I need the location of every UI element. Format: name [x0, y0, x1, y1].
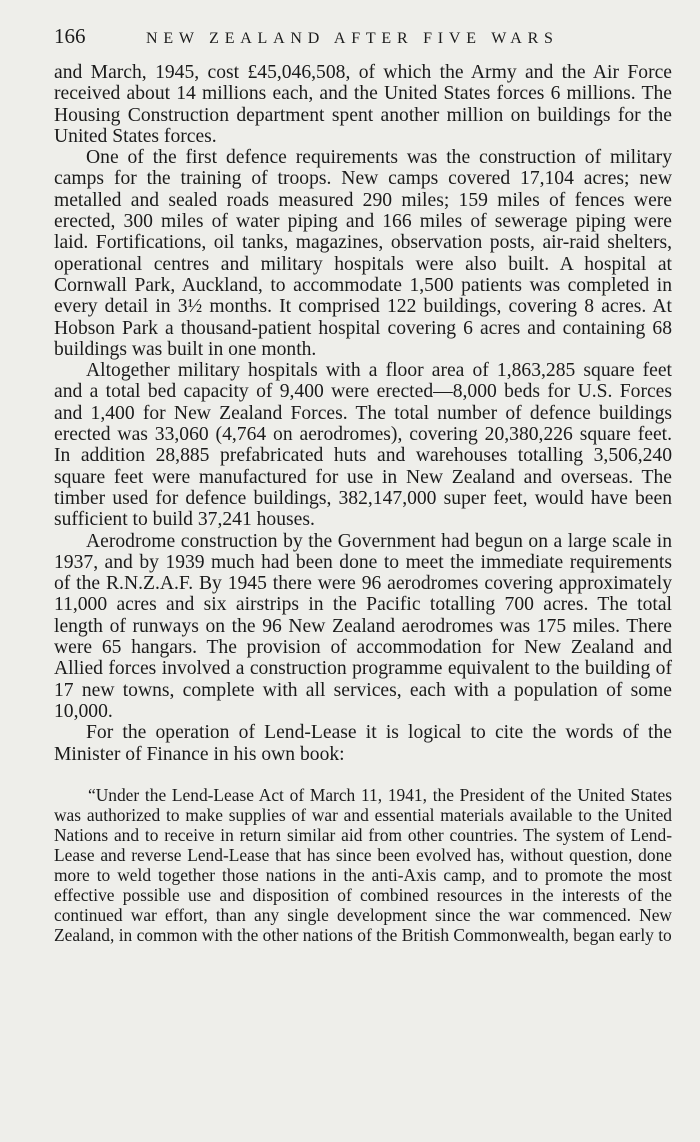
block-quote: “Under the Lend-Lease Act of March 11, 1941, the President of the United States was authorized to make supplies of war and essential materials available to the United Nations and to receive in return similar aid from other countries. The system of Lend-Lease and reverse Lend-Lease that has since been evolved has, without question, done more to weld together those nations in the anti-Axis camp, and to promote the most effective possible use and disposition of combined resources in the interests of the continued war effort, than any single development since the war commenced. New Zealand, in common with the other nations of the British Commonwealth, began early to	[54, 784, 672, 946]
paragraph: One of the first defence requirements was the construction of military camps for the training of troops. New camps covered 17,104 acres; new metalled and sealed roads measured 290 miles; 159 miles of fences were erected, 300 miles of water piping and 166 miles of sewerage piping were laid. Fortifications, oil tanks, magazines, observation posts, air-raid shelters, operational centres and military hospitals were also built. A hospital at Cornwall Park, Auckland, to accommodate 1,500 patients was completed in every detail in 3½ months. It comprised 122 buildings, covering 8 acres. At Hobson Park a thousand-patient hospital covering 6 acres and containing 68 buildings was built in one month.	[54, 147, 672, 360]
running-head	[54, 24, 672, 58]
body-text	[54, 62, 672, 765]
paragraph: Altogether military hospitals with a floor area of 1,863,285 square feet and a total bed capacity of 9,400 were erected—8,000 beds for U.S. Forces and 1,400 for New Zealand Forces. The total number of defence buildings erected was 33,060 (4,764 on aerodromes), covering 20,380,226 square feet. In addition 28,885 prefabricated huts and warehouses totalling 3,506,240 square feet were manufactured for use in New Zealand and overseas. The timber used for defence buildings, 382,147,000 super feet, would have been sufficient to build 37,241 houses.	[54, 360, 672, 531]
page-number: 166	[54, 24, 86, 48]
paragraph: and March, 1945, cost £45,046,508, of which the Army and the Air Force received about 14 millions each, and the United States forces 6 millions. The Housing Construction department spent another million on buildings for the United States forces.	[54, 62, 672, 147]
paragraph: Aerodrome construction by the Government had begun on a large scale in 1937, and by 1939 much had been done to meet the immediate requirements of the R.N.Z.A.F. By 1945 there were 96 aerodromes covering approximately 11,000 acres and six airstrips in the Pacific totalling 700 acres. The total length of runways on the 96 New Zealand aerodromes was 175 miles. There were 65 hangars. The provision of accommodation for New Zealand and Allied forces involved a construction programme equivalent to the building of 17 new towns, complete with all services, each with a population of some 10,000.	[54, 530, 672, 722]
running-title: NEW ZEALAND AFTER FIVE WARS	[146, 30, 559, 47]
paragraph: For the operation of Lend-Lease it is logical to cite the words of the Minister of Finance in his own book:	[54, 722, 672, 765]
